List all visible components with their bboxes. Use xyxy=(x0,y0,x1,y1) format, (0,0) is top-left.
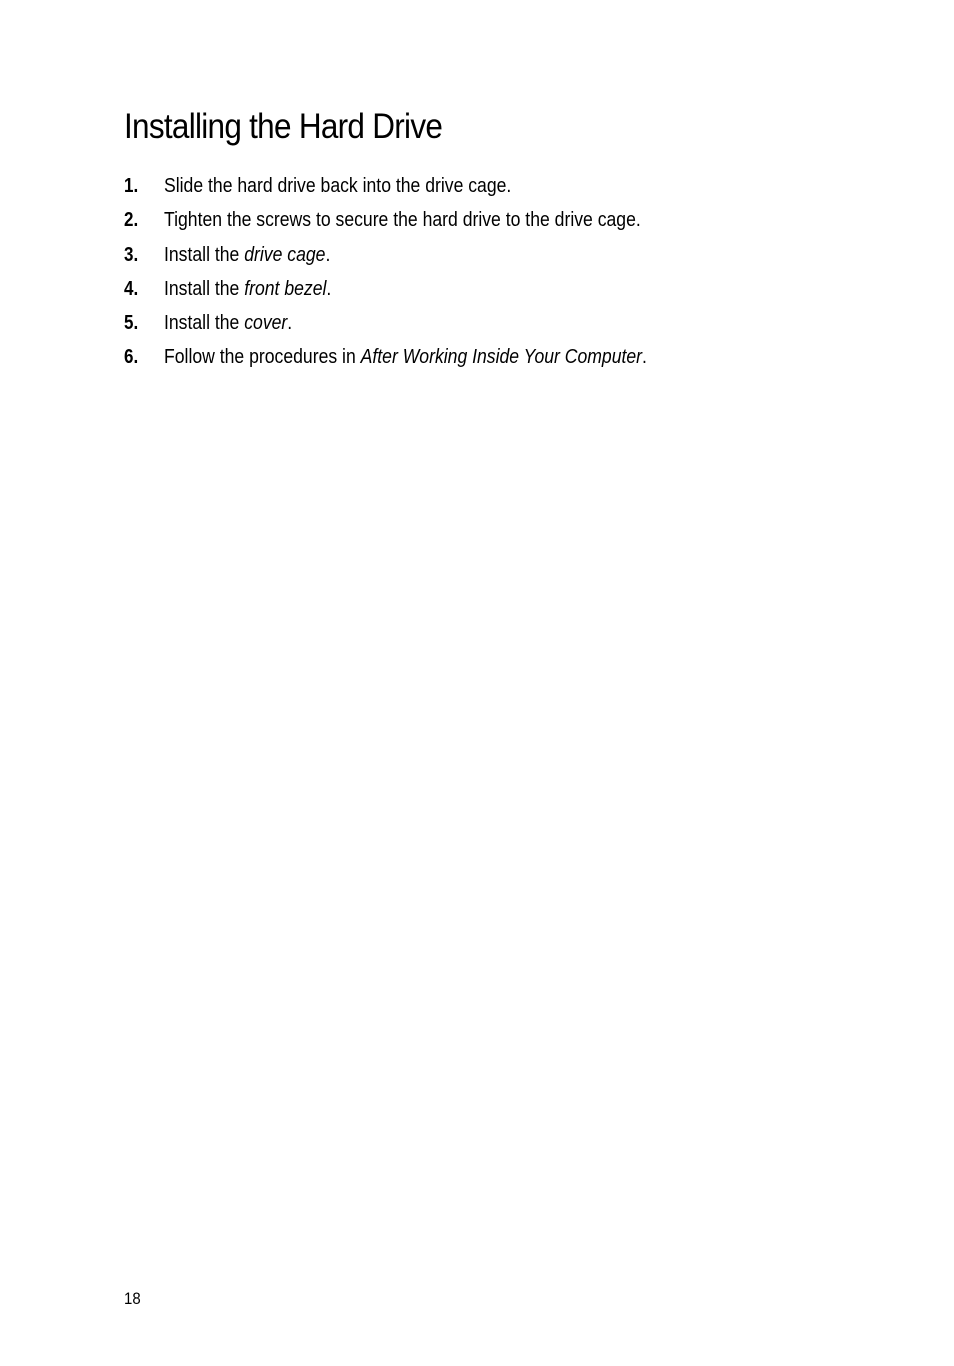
step-number: 6. xyxy=(124,346,139,369)
step-text-before: Install the xyxy=(164,277,245,300)
step-text-before: Follow the procedures in xyxy=(164,346,361,369)
step-text xyxy=(164,206,641,234)
step-text-after: . xyxy=(325,243,331,266)
step-text xyxy=(164,309,292,337)
step-text xyxy=(164,275,331,303)
step-text-after: . xyxy=(642,346,647,369)
page-title: Installing the Hard Drive xyxy=(124,107,443,146)
step-text xyxy=(164,172,511,200)
front-bezel-link[interactable]: front bezel xyxy=(244,277,327,300)
step-text-after: . xyxy=(287,312,293,335)
step-text-before: Install the xyxy=(164,243,245,266)
step-number: 2. xyxy=(124,209,139,232)
drive-cage-link[interactable]: drive cage xyxy=(244,243,326,266)
cover-link[interactable]: cover xyxy=(244,312,288,335)
step-text-before: Slide the hard drive back into the drive cage. xyxy=(164,175,512,197)
page-number: 18 xyxy=(124,1289,141,1308)
step-number: 4. xyxy=(124,277,139,300)
step-number: 1. xyxy=(124,175,139,197)
step-number: 5. xyxy=(124,312,139,335)
step-text-before: Tighten the screws to secure the hard drive to the drive cage. xyxy=(164,209,641,232)
step-number: 3. xyxy=(124,243,139,266)
after-working-inside-computer-link[interactable]: After Working Inside Your Computer xyxy=(360,346,643,369)
step-text xyxy=(164,241,330,269)
step-text-before: Install the xyxy=(164,312,245,335)
step-text-after: . xyxy=(326,277,332,300)
step-text xyxy=(164,343,647,371)
